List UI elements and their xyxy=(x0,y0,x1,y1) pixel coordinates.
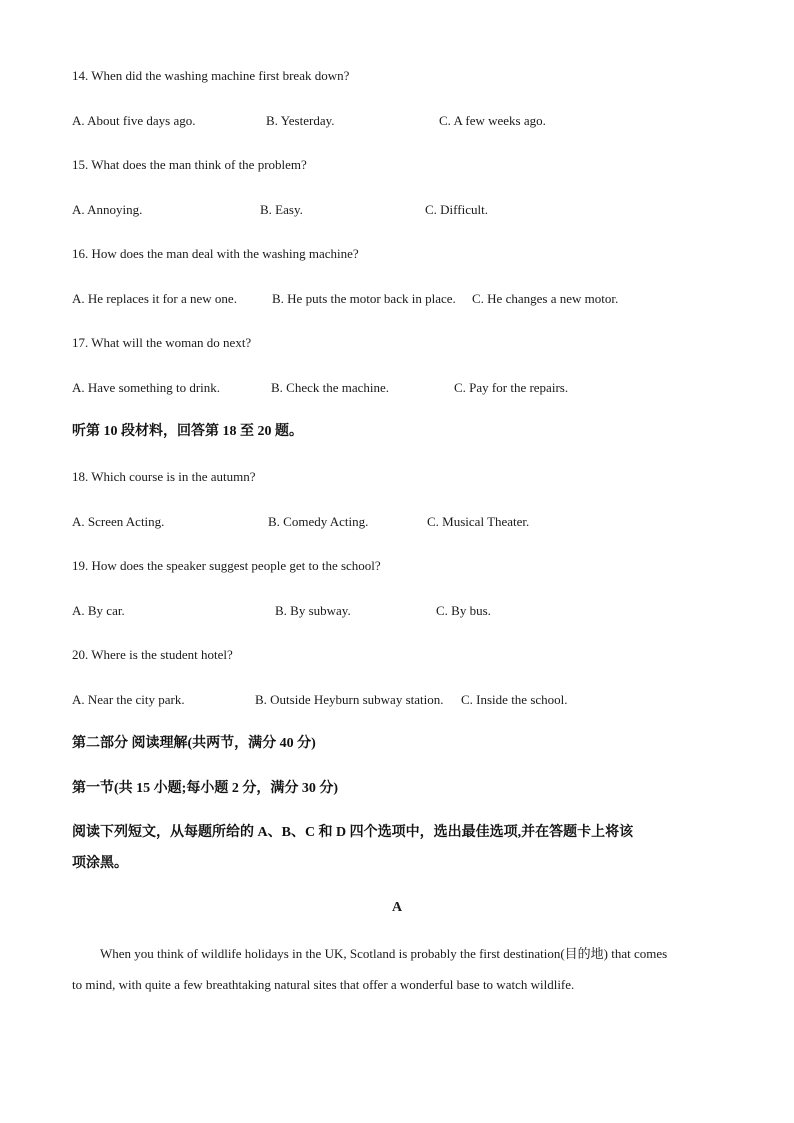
reading-instruction-line-2: 项涂黑。 xyxy=(72,856,128,871)
question-20-option-a: A. Near the city park. xyxy=(72,692,185,707)
question-20-option-b: B. Outside Heyburn subway station. xyxy=(255,692,444,707)
passage-heading: A xyxy=(391,900,403,915)
question-16-stem: 16. How does the man deal with the washing machine? xyxy=(72,246,359,261)
question-18-option-a: A. Screen Acting. xyxy=(72,514,165,529)
passage-line-1: When you think of wildlife holidays in the UK, Scotland is probably the first destination(目的地) that comes xyxy=(100,946,668,961)
question-14-option-b: B. Yesterday. xyxy=(266,113,335,128)
question-18-option-b: B. Comedy Acting. xyxy=(268,514,369,529)
question-15-stem: 15. What does the man think of the problem? xyxy=(72,157,307,172)
section-1-heading: 第一节(共 15 小题;每小题 2 分，满分 30 分) xyxy=(72,781,338,796)
question-17-option-a: A. Have something to drink. xyxy=(72,380,221,395)
question-15-option-a: A. Annoying. xyxy=(72,202,143,217)
question-18-stem: 18. Which course is in the autumn? xyxy=(72,469,256,484)
question-16-option-a: A. He replaces it for a new one. xyxy=(72,291,237,306)
part-2-heading: 第二部分 阅读理解(共两节，满分 40 分) xyxy=(72,736,316,751)
question-17-option-c: C. Pay for the repairs. xyxy=(454,380,569,395)
question-15-option-b: B. Easy. xyxy=(260,202,303,217)
reading-instruction-line-1: 阅读下列短文，从每题所给的 A、B、C 和 D 四个选项中，选出最佳选项,并在答题卡上将该 xyxy=(72,825,634,840)
question-20-stem: 20. Where is the student hotel? xyxy=(72,647,233,662)
question-19-option-b: B. By subway. xyxy=(275,603,351,618)
question-19-option-a: A. By car. xyxy=(72,603,125,618)
question-14-option-a: A. About five days ago. xyxy=(72,113,196,128)
question-16-option-c: C. He changes a new motor. xyxy=(472,291,619,306)
question-19-stem: 19. How does the speaker suggest people get to the school? xyxy=(72,558,381,573)
question-18-option-c: C. Musical Theater. xyxy=(427,514,530,529)
passage-line-2: to mind, with quite a few breathtaking natural sites that offer a wonderful base to watch wildlife. xyxy=(72,977,575,992)
question-15-option-c: C. Difficult. xyxy=(425,202,488,217)
question-17-option-b: B. Check the machine. xyxy=(271,380,390,395)
question-14-stem: 14. When did the washing machine first break down? xyxy=(72,68,350,83)
question-19-option-c: C. By bus. xyxy=(436,603,491,618)
question-20-option-c: C. Inside the school. xyxy=(461,692,568,707)
section-10-instruction: 听第 10 段材料，回答第 18 至 20 题。 xyxy=(72,424,303,439)
question-14-option-c: C. A few weeks ago. xyxy=(439,113,546,128)
question-16-option-b: B. He puts the motor back in place. xyxy=(272,291,456,306)
question-17-stem: 17. What will the woman do next? xyxy=(72,335,252,350)
